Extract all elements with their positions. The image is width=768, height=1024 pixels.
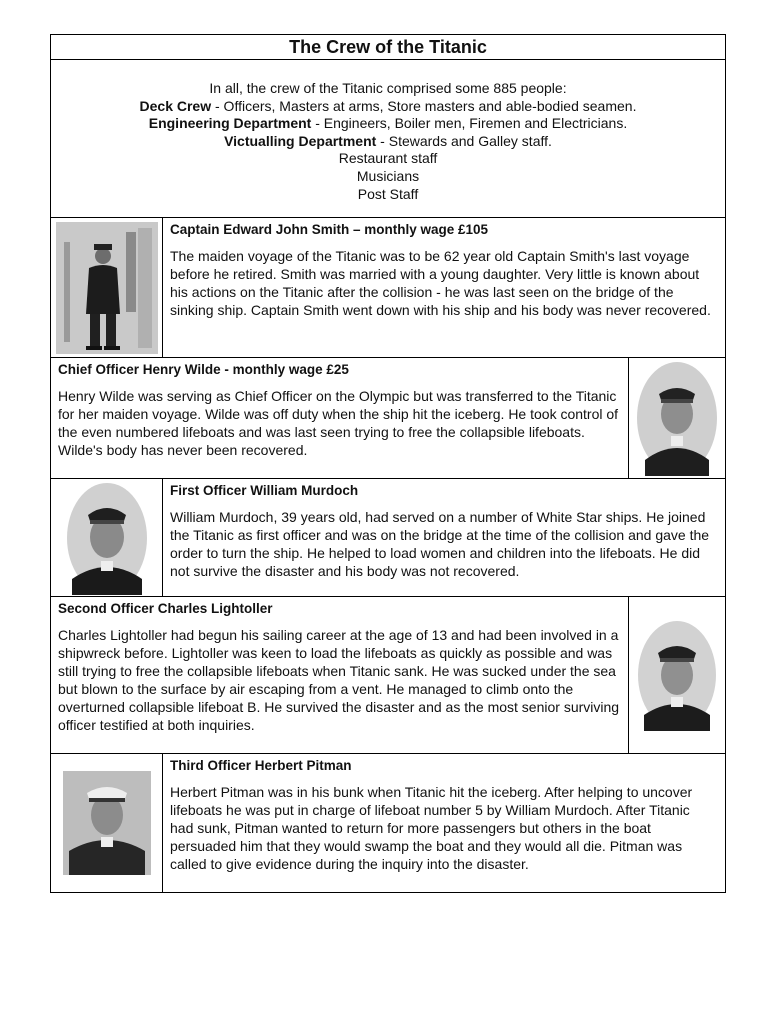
crew-text xyxy=(163,754,725,892)
intro-summary: In all, the crew of the Titanic comprised some 885 people: xyxy=(209,80,567,96)
portrait-lightoller xyxy=(636,619,718,731)
crew-text xyxy=(51,597,628,753)
portrait-cell xyxy=(628,358,725,478)
portrait-cell xyxy=(51,218,163,357)
crew-name: Third Officer Herbert Pitman xyxy=(170,758,352,773)
crew-bio: The maiden voyage of the Titanic was to be 62 year old Captain Smith's last voyage before he retired. Smith was married with a young daughter. Very little is known about his actions on the Titanic after the collision - he was last seen on the bridge of the sinking ship. Captain Smith went down with his ship and his body was never recovered. xyxy=(170,248,711,318)
portrait-smith xyxy=(56,222,158,354)
department-engineering xyxy=(51,115,725,133)
department-victualling xyxy=(51,133,725,151)
crew-bio: Henry Wilde was serving as Chief Officer on the Olympic but was transferred to the Titanic for her maiden voyage. Wilde was off duty when the ship hit the iceberg. He took control of the even numbered lifeboats and was last seen trying to free the collapsible lifeboats. Wilde's body has never been recovered. xyxy=(58,388,619,458)
crew-bio: Charles Lightoller had begun his sailing career at the age of 13 and had been involved in a shipwreck before. Lightoller was keen to load the lifeboats as quickly as possible and was still trying to free the collapsible lifeboats when Titanic sank. He was sucked under the sea but blown to the surface by air escaping from a vent. He managed to climb onto the overturned collapsible lifeboat B. He survived the disaster and as the most senior surviving officer testified at both inquiries. xyxy=(58,627,620,733)
page-title: The Crew of the Titanic xyxy=(51,35,725,60)
department-name: Deck Crew xyxy=(139,97,212,114)
portrait-murdoch xyxy=(64,481,150,595)
crew-name: Captain Edward John Smith – monthly wage £105 xyxy=(170,222,489,237)
portrait-cell xyxy=(51,479,163,596)
crew-row-wilde xyxy=(51,358,725,479)
crew-name: Second Officer Charles Lightoller xyxy=(58,601,273,616)
department-name: Victualling Department xyxy=(224,132,377,149)
crew-text xyxy=(51,358,628,478)
department-name: Engineering Department xyxy=(148,115,312,132)
crew-row-lightoller xyxy=(51,597,725,754)
crew-text xyxy=(163,479,725,596)
department-desc: - Engineers, Boiler men, Firemen and Electricians. xyxy=(311,115,628,132)
intro-section xyxy=(51,60,725,218)
crew-text xyxy=(163,218,725,357)
crew-name: Chief Officer Henry Wilde - monthly wage £25 xyxy=(58,362,349,377)
crew-row-murdoch xyxy=(51,479,725,597)
other-staff-post: Post Staff xyxy=(357,185,419,202)
crew-document xyxy=(50,34,726,893)
portrait-cell xyxy=(51,754,163,892)
department-deck xyxy=(51,98,725,116)
other-staff-musicians: Musicians xyxy=(356,167,420,184)
crew-row-pitman xyxy=(51,754,725,892)
crew-bio: William Murdoch, 39 years old, had served on a number of White Star ships. He joined the Titanic as first officer and was on the bridge at the time of the collision and gave the order to turn the ship. He helped to load women and children into the lifeboats. He did not survive the disaster and his body was not recovered. xyxy=(170,509,710,579)
crew-bio: Herbert Pitman was in his bunk when Titanic hit the iceberg. After helping to uncover lifeboats he was put in charge of lifeboat number 5 by William Murdoch. After Titanic had sunk, Pitman wanted to return for more passengers but others in the boat persuaded him that they would swamp the boat and they would all die. Pitman was called to give evidence during the inquiry into the disaster. xyxy=(170,784,693,872)
department-desc: - Stewards and Galley staff. xyxy=(376,132,552,149)
crew-row-smith xyxy=(51,218,725,358)
department-desc: - Officers, Masters at arms, Store masters and able-bodied seamen. xyxy=(211,97,637,114)
crew-name: First Officer William Murdoch xyxy=(170,483,359,498)
portrait-wilde xyxy=(635,360,719,476)
other-staff-restaurant: Restaurant staff xyxy=(338,150,438,167)
portrait-cell xyxy=(628,597,725,753)
portrait-pitman xyxy=(63,771,151,875)
